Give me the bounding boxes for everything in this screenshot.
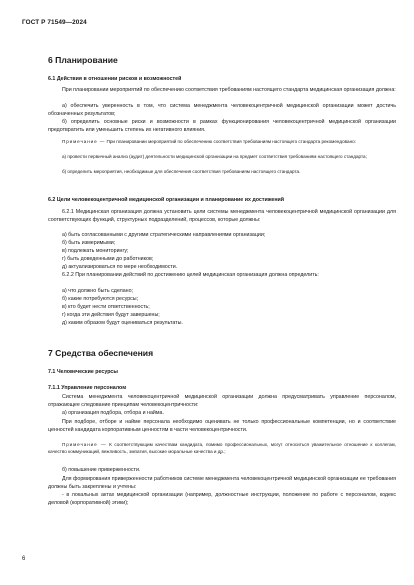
- note-label: Примечание —: [62, 442, 107, 447]
- paragraph: При подборе, отборе и найме персонала необходимо оценивать не только профессиональные компетенции, но и соответствие ценностей кандидата корпоративным ценностям в части человекоцентричности.: [48, 419, 396, 433]
- document-header: ГОСТ Р 71549—2024: [22, 19, 87, 26]
- paragraph: 6.2.2 При планировании действий по достижению целей медицинская организация должна определить:: [62, 272, 319, 278]
- paragraph: б) определить основные риски и возможности в рамках функционирования человекоцентричной медицинской организации предотвратить или уменьшить степень их негативного влияния.: [48, 119, 396, 133]
- section-7-1-heading: 7.1 Человеческие ресурсы: [48, 369, 118, 375]
- list-item: б) быть измеримыми;: [62, 240, 116, 246]
- list-item: а) что должно быть сделано;: [62, 288, 134, 294]
- note-label: Примечание —: [62, 139, 106, 144]
- paragraph: б) повышение приверженности.: [62, 467, 141, 473]
- section-6-1-heading: 6.1 Действия в отношении рисков и возможностей: [48, 76, 182, 82]
- note-item: б) определить мероприятия, необходимые для обеспечения соответствия требованиям настоящего стандарта.: [62, 169, 301, 174]
- paragraph: Система менеджмента человекоцентричной медицинской организации должна предусматривать управление персоналом, отражающее следование принципам человекоцентричности:: [48, 394, 396, 408]
- paragraph: а) обеспечить уверенность в том, что система менеджмента человекоцентричной медицинской организации может достичь обозначенных результатов;: [48, 103, 396, 117]
- note-text: При планировании мероприятий по обеспечению соответствия требованиям настоящего стандарта рекомендовано:: [106, 139, 356, 144]
- list-item: в) кто будет нести ответственность;: [62, 304, 150, 310]
- section-6-heading: 6 Планирование: [48, 55, 118, 65]
- page-number: 6: [22, 556, 26, 562]
- paragraph: - в локальных актах медицинской организации (например, должностные инструкции, положение по работе с персоналом, кодекс деловой (корпоративной) этики);: [48, 492, 396, 506]
- section-7-heading: 7 Средства обеспечения: [48, 348, 154, 358]
- section-6-2-heading: 6.2 Цели человекоцентричной медицинской организации и планирование их достижений: [48, 197, 285, 203]
- paragraph: При планировании мероприятий по обеспечению соответствия требованиям настоящего стандарта медицинская организация должна:: [62, 87, 396, 93]
- section-7-1-1-heading: 7.1.1 Управление персоналом: [48, 385, 127, 391]
- paragraph: 6.2.1 Медицинская организация должна установить цели системы менеджмента человекоцентричной медицинской организации для соответствующих функций, структурных подразделений, процессов, которые должны:: [48, 209, 396, 223]
- list-item: б) какие потребуются ресурсы;: [62, 296, 139, 302]
- paragraph: Для формирования приверженности работников системе менеджмента человекоцентричной медицинской организации ее требования должны быть закреплены и учтены:: [48, 476, 396, 490]
- list-item: д) актуализироваться по мере необходимости.: [62, 264, 178, 270]
- note-item: а) провести первичный анализ (аудит) деятельности медицинской организации на предмет соответствия требованиям настоящего стандарта;: [62, 154, 367, 159]
- list-item: а) быть согласованными с другими стратегическими направлениями организации;: [62, 232, 266, 238]
- note-block: [48, 442, 396, 455]
- paragraph: а) организация подбора, отбора и найма.: [62, 410, 164, 416]
- note-block: [48, 139, 396, 146]
- list-item: г) быть доведенными до работников;: [62, 256, 154, 262]
- list-item: г) когда эти действия будут завершены;: [62, 312, 160, 318]
- note-text: К соответствующим качествам кандидата, помимо профессиональных, могут относиться уважительное отношение к коллегам, качество коммуникаций, вежливость, эмпатия, высокие моральные качества и др.;: [48, 442, 396, 454]
- list-item: д) каким образом будут оцениваться результаты.: [62, 320, 183, 326]
- list-item: в) подлежать мониторингу;: [62, 248, 129, 254]
